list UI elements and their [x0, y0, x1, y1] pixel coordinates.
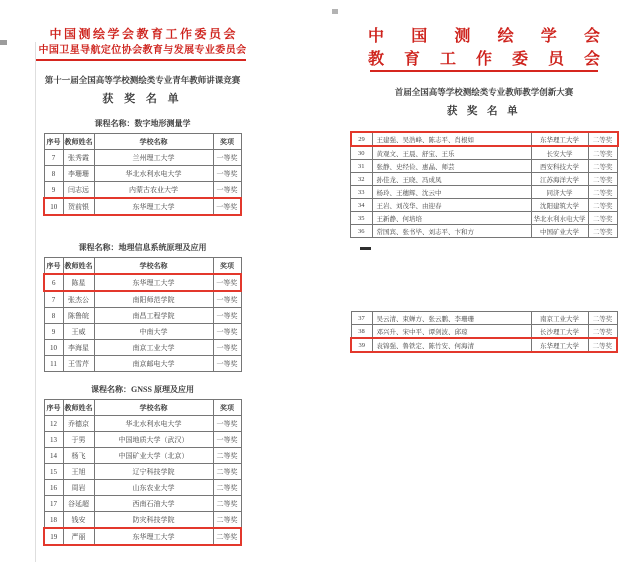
- cell-school-name: 华北水利水电大学: [94, 166, 213, 182]
- cell-team-names: 杨玲、王穗辉、沈云中: [372, 186, 531, 199]
- cell-award: 一等奖: [213, 182, 241, 199]
- table-row: [44, 356, 241, 372]
- cell-school-name: 南京邮电大学: [94, 356, 213, 372]
- cell-serial: 8: [44, 166, 63, 182]
- col-serial: 序号: [44, 134, 63, 150]
- cell-award: 二等奖: [588, 312, 617, 325]
- table-row: [351, 212, 618, 225]
- cell-school-name: 华北水利水电大学: [94, 416, 213, 432]
- cell-school-name: 沈阳建筑大学: [531, 199, 588, 212]
- cell-teacher-name: 周岩: [63, 480, 94, 496]
- cell-school-name: 南昌工程学院: [94, 308, 213, 324]
- table-row: [44, 416, 241, 432]
- col-school-name: 学校名称: [94, 400, 213, 416]
- table-row: [351, 160, 618, 173]
- cell-award: 一等奖: [213, 291, 241, 308]
- cell-school-name: 东华理工大学: [531, 338, 588, 352]
- table-row: [44, 324, 241, 340]
- left-org-line1: 中国测绘学会教育工作委员会: [49, 27, 238, 41]
- cell-school-name: 东华理工大学: [94, 528, 213, 545]
- cell-award: 二等奖: [588, 325, 617, 339]
- cell-award: 二等奖: [588, 199, 618, 212]
- cell-award: 二等奖: [213, 496, 241, 512]
- right-red-divider: [370, 70, 598, 72]
- table-row: [44, 274, 241, 291]
- cell-award: 二等奖: [213, 464, 241, 480]
- table-row: [44, 496, 241, 512]
- cell-award: 一等奖: [213, 432, 241, 448]
- cell-teacher-name: 杨飞: [63, 448, 94, 464]
- header-row: [44, 258, 241, 275]
- left-award-list-title: 获 奖 名 单: [102, 93, 183, 105]
- cell-serial: 7: [44, 291, 63, 308]
- scan-artifact-mark: [0, 40, 7, 45]
- cell-teacher-name: 陈星: [63, 274, 94, 291]
- cell-award: 二等奖: [213, 512, 241, 529]
- cell-serial: 37: [351, 312, 372, 325]
- left-document-page: [35, 0, 250, 570]
- col-school-name: 学校名称: [94, 134, 213, 150]
- right-award-list-title: 获 奖 名 单: [446, 106, 522, 117]
- table-body: [351, 312, 617, 353]
- cell-award: 二等奖: [588, 132, 618, 146]
- col-serial: 序号: [44, 258, 63, 275]
- cell-school-name: 同济大学: [531, 186, 588, 199]
- cell-school-name: 东华理工大学: [94, 198, 213, 215]
- table-body: [351, 132, 618, 238]
- cell-teacher-name: 于男: [63, 432, 94, 448]
- cell-teacher-name: 闫志远: [63, 182, 94, 199]
- col-award: 奖项: [213, 400, 241, 416]
- table-row: [44, 480, 241, 496]
- award-table: [43, 133, 242, 216]
- table-row: [44, 291, 241, 308]
- cell-team-names: 王岩、刘茂华、由迎春: [372, 199, 531, 212]
- table-row: [44, 166, 241, 182]
- cell-award: 一等奖: [213, 356, 241, 372]
- cell-team-names: 王建强、吴浩峰、陈志平、肖根如: [372, 132, 531, 146]
- cell-teacher-name: 王旭: [63, 464, 94, 480]
- cell-serial: 19: [44, 528, 63, 545]
- course-label: 课程名称：数字地形测量学: [94, 119, 191, 128]
- table-row: [44, 198, 241, 215]
- table-row: [44, 150, 241, 166]
- cell-school-name: 西南石油大学: [94, 496, 213, 512]
- cell-award: 二等奖: [588, 146, 618, 160]
- cell-serial: 12: [44, 416, 63, 432]
- course-section-gis: [35, 242, 250, 372]
- right-org-line2: 教 育 工 作 委 员 会: [368, 51, 600, 68]
- left-org-line2: 中国卫星导航定位协会教育与发展专业委员会: [38, 45, 247, 56]
- col-serial: 序号: [44, 400, 63, 416]
- award-table: [43, 257, 242, 372]
- table-row: [351, 132, 618, 146]
- right-org-line1: 中 国 测 绘 学 会: [368, 28, 600, 45]
- table-header: [44, 400, 241, 416]
- cell-award: 二等奖: [213, 448, 241, 464]
- cell-school-name: 南京工业大学: [94, 340, 213, 356]
- cell-school-name: 华北水利水电大学: [531, 212, 588, 225]
- table-row: [351, 225, 618, 238]
- cell-school-name: 西安科技大学: [531, 160, 588, 173]
- table-row: [351, 338, 617, 352]
- cell-serial: 34: [351, 199, 373, 212]
- cell-award: 二等奖: [588, 212, 618, 225]
- table-row: [44, 308, 241, 324]
- col-teacher-name: 教师姓名: [63, 400, 94, 416]
- table-row: [351, 312, 617, 325]
- right-document-page: [346, 0, 622, 570]
- course-label: 课程名称：地理信息系统原理及应用: [78, 243, 207, 252]
- cell-award: 二等奖: [588, 225, 618, 238]
- cell-teacher-name: 李珊珊: [63, 166, 94, 182]
- cell-team-names: 孙佳龙、王晓、冯成凤: [372, 173, 531, 186]
- table-header: [44, 258, 241, 275]
- cell-award: 一等奖: [213, 324, 241, 340]
- course-section-digital-terrain: [35, 118, 250, 216]
- cell-award: 二等奖: [588, 186, 618, 199]
- cell-school-name: 辽宁科技学院: [94, 464, 213, 480]
- left-red-divider: [35, 59, 246, 61]
- award-table: [43, 399, 242, 546]
- cell-award: 一等奖: [213, 150, 241, 166]
- cell-award: 一等奖: [213, 274, 241, 291]
- table-row: [351, 325, 617, 339]
- cell-serial: 15: [44, 464, 63, 480]
- table-row: [351, 199, 618, 212]
- cell-school-name: 中国矿业大学（北京）: [94, 448, 213, 464]
- cell-serial: 36: [351, 225, 373, 238]
- cell-school-name: 防灾科技学院: [94, 512, 213, 529]
- cell-teacher-name: 严丽: [63, 528, 94, 545]
- cell-serial: 32: [351, 173, 373, 186]
- table-row: [44, 448, 241, 464]
- cell-serial: 16: [44, 480, 63, 496]
- table-header: [44, 134, 241, 150]
- award-table-continuation: [350, 131, 619, 238]
- cell-award: 一等奖: [213, 340, 241, 356]
- cell-teacher-name: 乔德京: [63, 416, 94, 432]
- cell-teacher-name: 钱安: [63, 512, 94, 529]
- cell-school-name: 长沙理工大学: [531, 325, 588, 339]
- table-body: [44, 416, 241, 546]
- col-teacher-name: 教师姓名: [63, 258, 94, 275]
- cell-award: 二等奖: [588, 338, 617, 352]
- cell-award: 一等奖: [213, 416, 241, 432]
- cell-teacher-name: 谷延超: [63, 496, 94, 512]
- course-section-gnss: [35, 384, 250, 546]
- table-row: [351, 173, 618, 186]
- cell-school-name: 山东农业大学: [94, 480, 213, 496]
- cell-school-name: 南阳师范学院: [94, 291, 213, 308]
- table-row: [351, 146, 618, 160]
- cell-serial: 13: [44, 432, 63, 448]
- cell-school-name: 东华理工大学: [531, 132, 588, 146]
- col-award: 奖项: [213, 258, 241, 275]
- cell-school-name: 东华理工大学: [94, 274, 213, 291]
- cell-team-names: 邓兴升、宋中平、谭剑波、邱琼: [372, 325, 531, 339]
- cell-teacher-name: 贺前银: [63, 198, 94, 215]
- cell-team-names: 黄观文、王晨、舒宝、王乐: [372, 146, 531, 160]
- cell-team-names: 吴云清、束蝉方、张云鹏、李珊珊: [372, 312, 531, 325]
- cell-serial: 10: [44, 198, 63, 215]
- cell-serial: 11: [44, 356, 63, 372]
- table-row: [44, 464, 241, 480]
- cell-serial: 6: [44, 274, 63, 291]
- cell-team-names: 袁锦强、鲁铁定、陈竹安、何海清: [372, 338, 531, 352]
- cell-teacher-name: 李海星: [63, 340, 94, 356]
- cell-award: 一等奖: [213, 198, 241, 215]
- cell-serial: 8: [44, 308, 63, 324]
- cell-award: 二等奖: [588, 173, 618, 186]
- course-label: 课程名称：GNSS 原理及应用: [91, 385, 194, 394]
- award-table-section-lower: [346, 311, 622, 353]
- cell-award: 二等奖: [213, 528, 241, 545]
- cell-school-name: 兰州理工大学: [94, 150, 213, 166]
- cell-teacher-name: 王雪芹: [63, 356, 94, 372]
- cell-award: 二等奖: [588, 160, 618, 173]
- header-row: [44, 134, 241, 150]
- cell-serial: 35: [351, 212, 373, 225]
- cell-serial: 7: [44, 150, 63, 166]
- scan-artifact-mark: [360, 247, 371, 250]
- cell-serial: 39: [351, 338, 372, 352]
- cell-serial: 33: [351, 186, 373, 199]
- right-event-title: 首届全国高等学校测绘类专业教师教学创新大赛: [394, 87, 574, 97]
- cell-serial: 29: [351, 132, 373, 146]
- cell-award: 二等奖: [213, 480, 241, 496]
- table-row: [44, 340, 241, 356]
- cell-school-name: 长安大学: [531, 146, 588, 160]
- cell-award: 一等奖: [213, 166, 241, 182]
- col-award: 奖项: [213, 134, 241, 150]
- cell-teacher-name: 王威: [63, 324, 94, 340]
- cell-school-name: 内蒙古农业大学: [94, 182, 213, 199]
- cell-serial: 9: [44, 324, 63, 340]
- cell-school-name: 江苏海洋大学: [531, 173, 588, 186]
- table-body: [44, 150, 241, 216]
- table-row: [351, 186, 618, 199]
- cell-serial: 30: [351, 146, 373, 160]
- cell-teacher-name: 张秀霞: [63, 150, 94, 166]
- cell-school-name: 中南大学: [94, 324, 213, 340]
- header-row: [44, 400, 241, 416]
- cell-team-names: 王新静、何培培: [372, 212, 531, 225]
- cell-school-name: 南京工业大学: [531, 312, 588, 325]
- cell-team-names: 张静、史经俭、惠晶、师芸: [372, 160, 531, 173]
- cell-serial: 31: [351, 160, 373, 173]
- table-row: [44, 512, 241, 529]
- table-row: [44, 528, 241, 545]
- col-school-name: 学校名称: [94, 258, 213, 275]
- col-teacher-name: 教师姓名: [63, 134, 94, 150]
- cell-school-name: 中国矿业大学: [531, 225, 588, 238]
- table-row: [44, 182, 241, 199]
- cell-serial: 10: [44, 340, 63, 356]
- page-edge-line: [35, 42, 36, 562]
- cell-team-names: 常国宾、张书毕、刘志平、卞和方: [372, 225, 531, 238]
- cell-school-name: 中国地质大学（武汉）: [94, 432, 213, 448]
- cell-serial: 18: [44, 512, 63, 529]
- cell-teacher-name: 陈鲁皖: [63, 308, 94, 324]
- left-event-title: 第十一届全国高等学校测绘类专业青年教师讲课竞赛: [44, 75, 241, 85]
- cell-serial: 14: [44, 448, 63, 464]
- table-row: [44, 432, 241, 448]
- scan-artifact-mark: [332, 9, 338, 14]
- cell-serial: 9: [44, 182, 63, 199]
- award-table-continuation: [350, 311, 618, 353]
- cell-teacher-name: 张杰公: [63, 291, 94, 308]
- table-body: [44, 274, 241, 372]
- cell-award: 一等奖: [213, 308, 241, 324]
- award-table-section-upper: [346, 131, 622, 238]
- cell-serial: 38: [351, 325, 372, 339]
- cell-serial: 17: [44, 496, 63, 512]
